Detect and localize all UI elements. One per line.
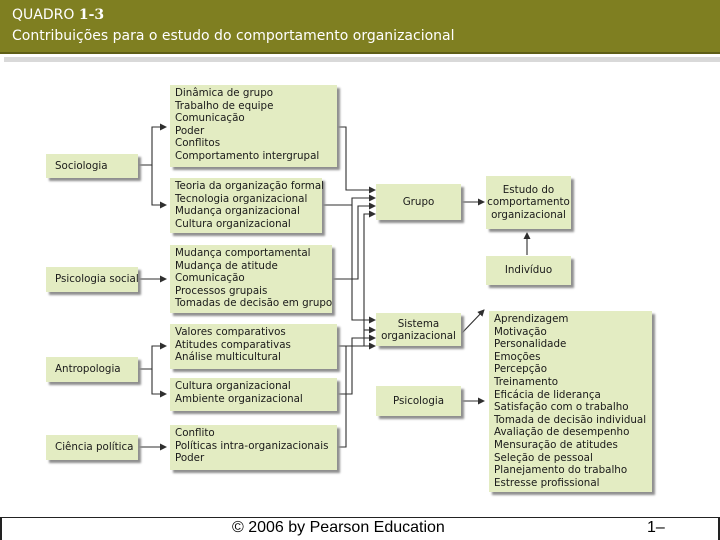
topic-item: Ambiente organizacional [175,392,303,405]
level-individuo [486,256,571,285]
topics-valores-comparativos [170,324,337,369]
level-sistema-organizacional [376,313,461,346]
topic-item: Tomadas de decisão em grupo [175,297,333,310]
discipline-sociologia [46,154,138,178]
topic-item: Análise multicultural [175,351,281,364]
arrow-mudanca-grupo [332,206,375,279]
topic-item: Mudança comportamental [175,247,311,259]
topic-item: Poder [175,452,205,465]
topics-dinamica-de-grupo [170,85,337,167]
topics-teoria-organizacao [170,178,322,233]
level-sistema-line: organizacional [381,329,456,342]
level-grupo [376,184,461,220]
topics-aprendizagem [489,311,652,492]
topic-item: Teoria da organização formal [175,180,324,192]
topic-item: Avaliação de desempenho [494,426,630,439]
discipline-psicologia-social-label: Psicologia social [55,273,139,286]
topic-item: Mudança de atitude [175,259,278,272]
outcome-estudo-line: comportamento [487,196,570,209]
topics-mudanca-comportamental [170,245,332,313]
topic-item: Percepção [494,363,547,376]
topic-item: Treinamento [494,375,559,388]
level-individuo-label: Indivíduo [504,264,553,277]
topic-item: Comunicação [175,112,245,125]
topic-item: Conflito [175,427,215,439]
topics-cultura-organizacional [170,378,337,411]
topic-item: Comportamento intergrupal [175,149,320,162]
topic-item: Eficácia de liderança [494,388,601,401]
level-psicologia-label: Psicologia [392,394,445,407]
arrow-sistema-estudo [461,310,484,334]
discipline-sociologia-label: Sociologia [55,159,108,172]
level-grupo-label: Grupo [402,195,435,208]
topic-item: Políticas intra-organizacionais [175,439,329,452]
topic-item: Trabalho de equipe [175,99,274,112]
topic-item: Comunicação [175,272,245,285]
slide-footer [0,517,720,540]
topic-item: Valores comparativos [175,326,286,338]
outcome-estudo-comportamento [486,176,571,229]
topic-item: Mensuração de atitudes [494,438,618,451]
arrow-conflito-sistema [337,346,375,447]
outcome-estudo-line: organizacional [491,208,566,221]
topic-item: Tomada de decisão individual [494,413,647,426]
topics-conflito [170,425,337,470]
topic-item: Atitudes comparativas [175,338,291,351]
figure-number: 1-3 [78,7,105,23]
discipline-psicologia-social [46,267,138,292]
discipline-ciencia-politica [46,435,138,460]
level-psicologia [376,386,461,416]
topic-item: Conflitos [175,137,221,150]
discipline-antropologia [46,357,138,382]
topic-item: Estresse profissional [494,476,600,489]
topic-item: Planejamento do trabalho [494,464,628,477]
topic-item: Cultura organizacional [175,217,291,230]
topic-item: Processos grupais [175,284,268,297]
footer-divider-left [0,517,2,540]
arrow-teoria-grupo [322,198,375,205]
level-sistema-line: Sistema [397,317,440,330]
arrow-antropologia-cultura [152,369,166,394]
topic-item: Motivação [494,325,547,338]
arrow-antropologia-valores [138,346,166,369]
arrow-sociologia-dinamica [138,127,166,165]
copyright-notice: © 2006 by Pearson Education [232,519,445,536]
figure-subtitle: Contribuições para o estudo do comportamento organizacional [12,28,455,44]
topic-item: Emoções [494,350,541,363]
topic-item: Dinâmica de grupo [175,87,274,99]
topic-item: Mudança organizacional [175,205,300,218]
arrow-valores-grupo [337,214,375,346]
topic-item: Aprendizagem [494,313,569,325]
topic-item: Seleção de pessoal [494,451,593,464]
figure-label-text: QUADRO [12,7,75,23]
topic-item: Cultura organizacional [175,380,291,392]
footer-divider-right [718,517,720,540]
arrow-sociologia-teoria [152,165,166,205]
discipline-antropologia-label: Antropologia [55,363,121,376]
outcome-estudo-line: Estudo do [502,183,555,196]
topic-item: Tecnologia organizacional [175,192,308,205]
topic-item: Personalidade [494,338,567,351]
topic-item: Poder [175,124,205,137]
topic-item: Satisfação com o trabalho [494,401,629,414]
discipline-ciencia-politica-label: Ciência política [55,441,134,454]
page-number: 1– [647,519,665,536]
arrow-dinamica-grupo [337,127,375,190]
